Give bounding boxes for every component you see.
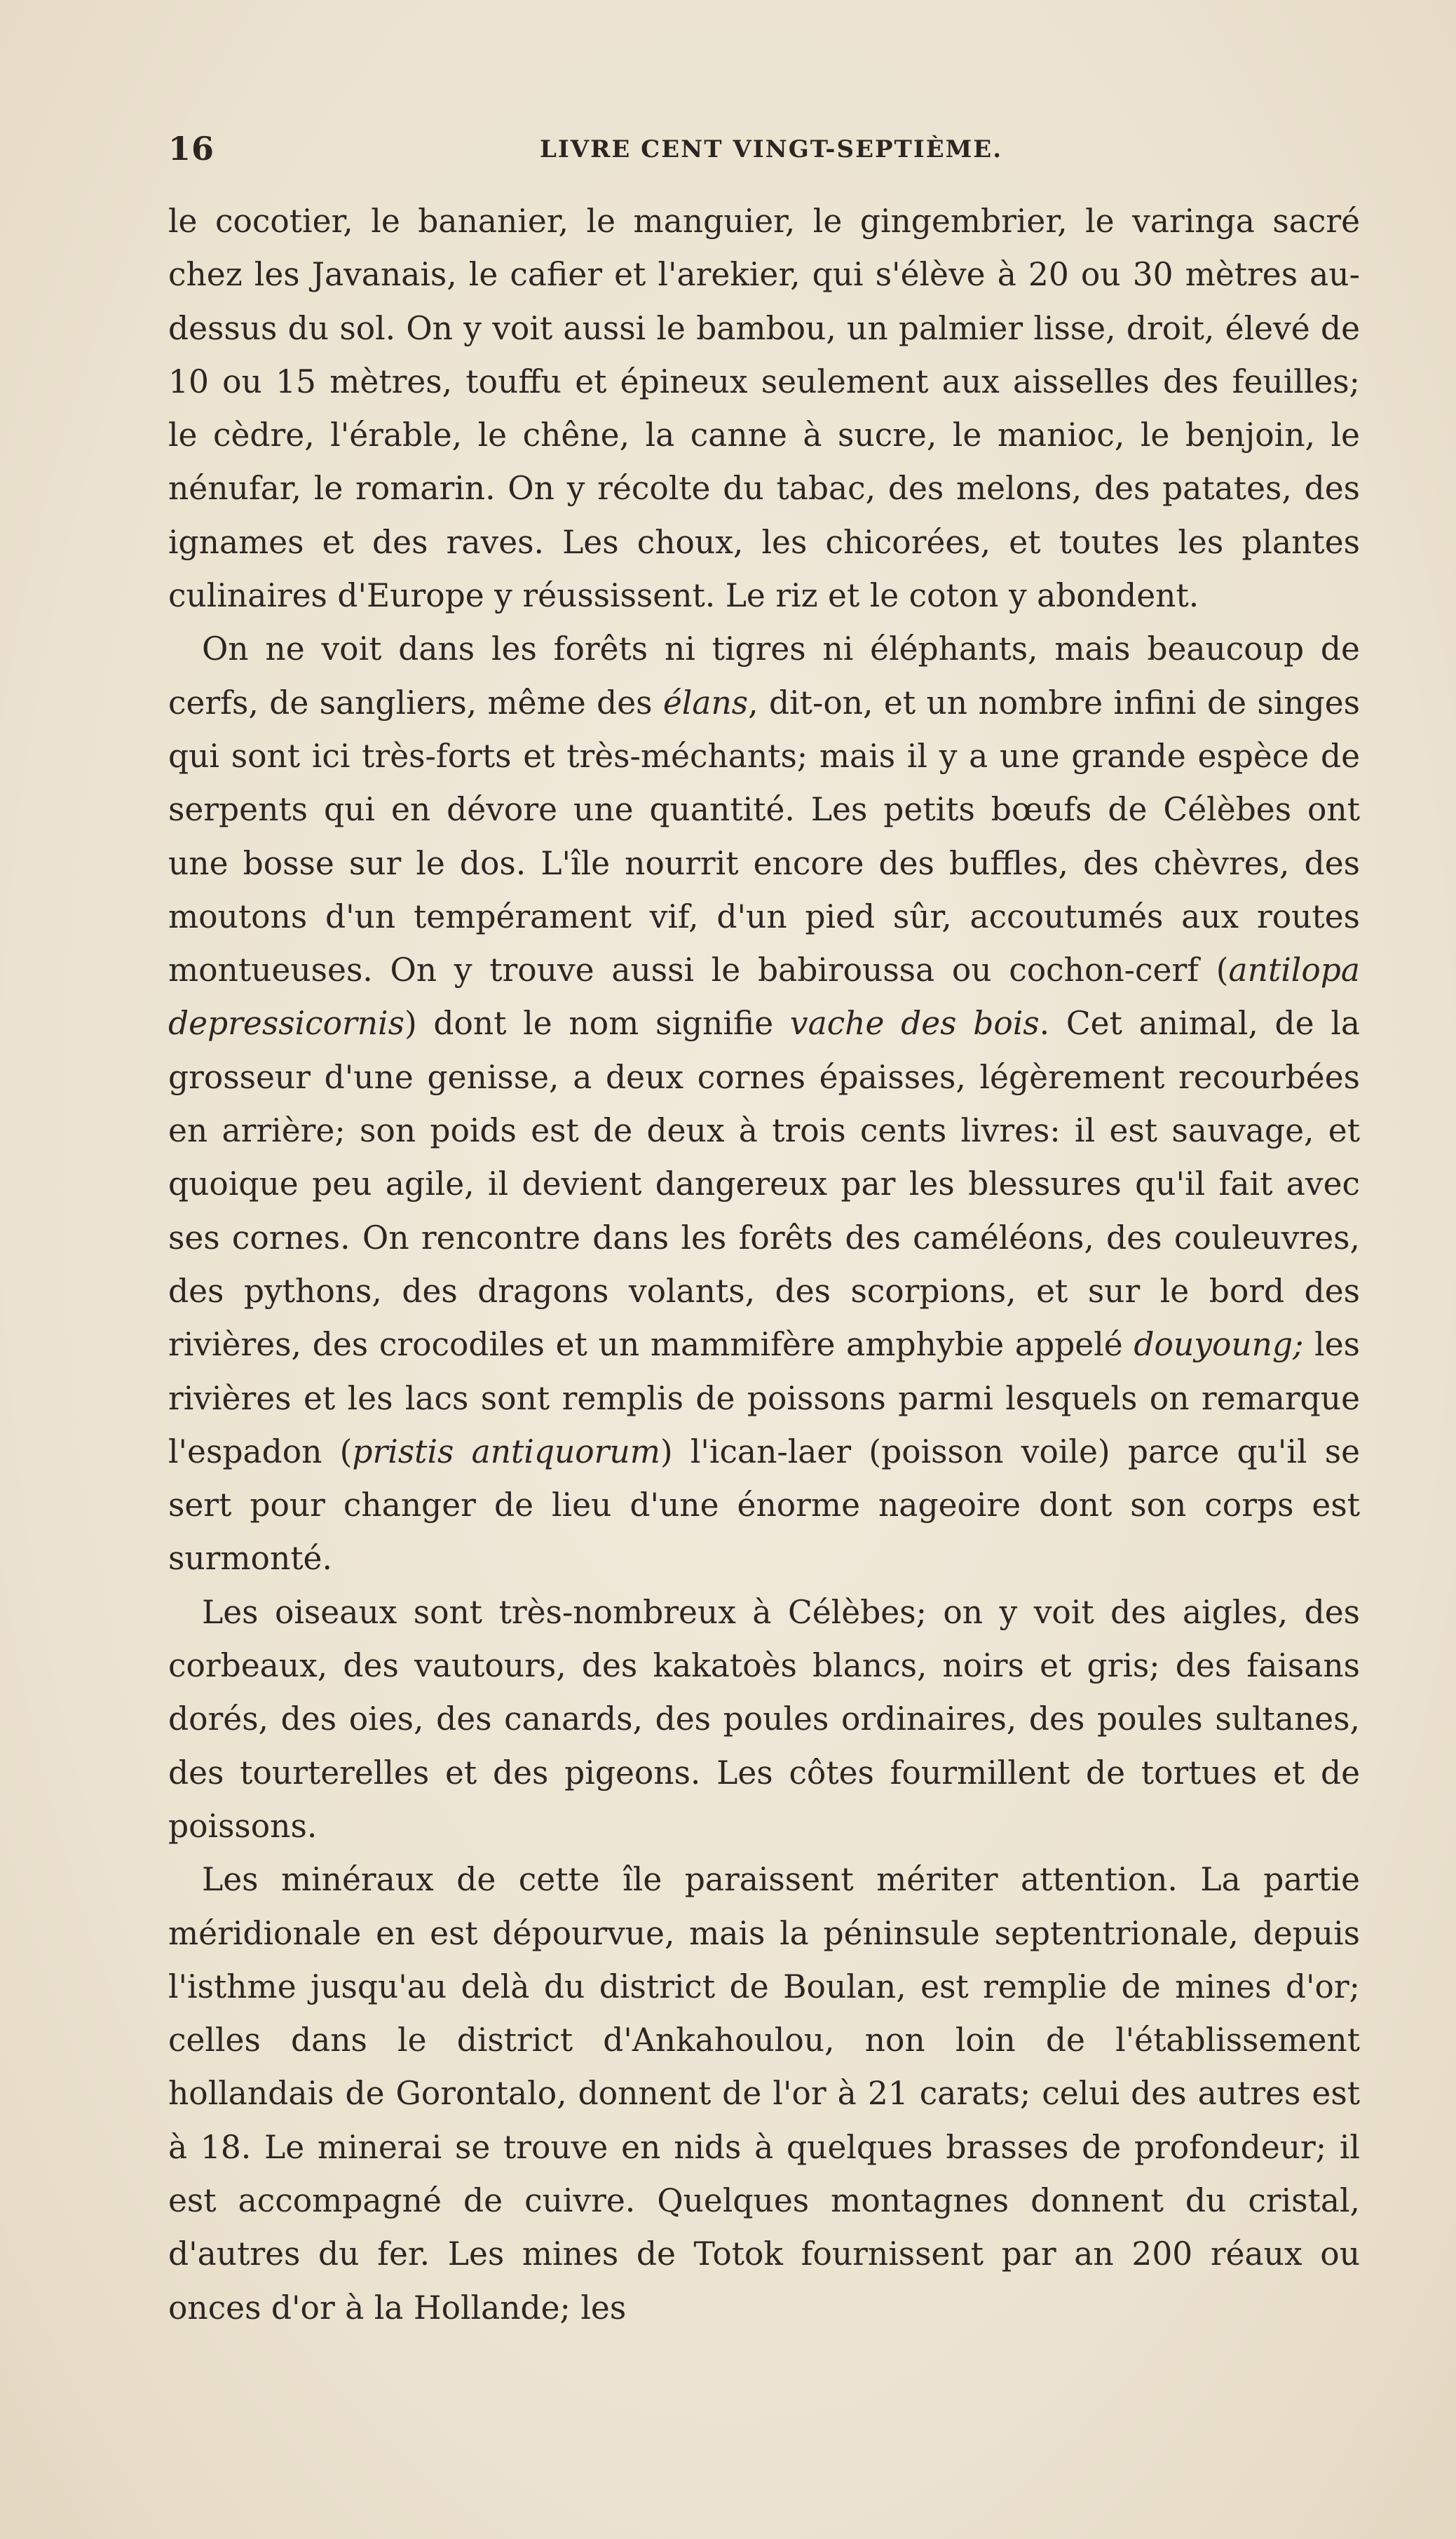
text-segment: le cocotier, le bananier, le manguier, le gingembrier, le varinga sacré chez les Javanais, le cafier et l'arekier, qui s'élève à 20 ou 30 mètres au-dessus du sol. On y voit aussi le bambou, un palmier lisse, droit, élevé de 10 ou 15 mètres, touffu et épineux seulement aux aisselles des feuilles; le cèdre, l'érable, le chêne, la canne à sucre, le manioc, le benjoin, le nénufar, le romarin. On y récolte du tabac, des melons, des patates, des ignames et des raves. Les choux, les chicorées, et toutes les plantes culinaires d'Europe y réussissent. Le riz et le coton y abondent. xyxy=(168,203,1360,615)
italic-term: vache des bois xyxy=(789,1005,1040,1043)
text-segment: . Cet animal, de la grosseur d'une genisse, a deux cornes épaisses, légèrement recourbées en arrière; son poids est de deux à trois cents livres: il est sauvage, et quoique peu agile, il devient dangereux par les blessures qu'il fait avec ses cornes. On rencontre dans les forêts des caméléons, des couleuvres, des pythons, des dragons volants, des scorpions, et sur le bord des rivières, des crocodiles et un mammifère amphybie appelé xyxy=(168,1005,1360,1364)
italic-term: pristis antiquorum xyxy=(352,1433,660,1470)
text-segment: Les oiseaux sont très-nombreux à Célèbes; on y voit des aigles, des corbeaux, des vautours, des kakatoès blancs, noirs et gris; des faisans dorés, des oies, des canards, des poules ordinaires, des poules sultanes, des tourterelles et des pigeons. Les côtes fourmillent de tortues et de poissons. xyxy=(168,1593,1360,1845)
text-segment: , dit-on, et un nombre infini de singes qui sont ici très-forts et très-méchants; mais il y a une grande espèce de serpents qui en dévore une quantité. Les petits bœufs de Célèbes ont une bosse sur le dos. L'île nourrit encore des buffles, des chèvres, des moutons d'un tempérament vif, d'un pied sûr, accoutumés aux routes montueuses. On y trouve aussi le babiroussa ou cochon-cerf ( xyxy=(168,684,1360,989)
italic-term: antilopa depressicornis xyxy=(168,952,1360,1043)
text-segment: ) dont le nom signifie xyxy=(404,1005,790,1043)
paragraph-birds xyxy=(168,1586,1360,1853)
text-segment: les rivières et les lacs sont remplis de poissons parmi lesquels on remarque l'espadon ( xyxy=(168,1326,1360,1470)
text-segment: On ne voit dans les forêts ni tigres ni éléphants, mais beaucoup de cerfs, de sangliers, même des xyxy=(168,630,1360,722)
page-header xyxy=(168,130,1374,179)
text-segment: ) l'ican-laer (poisson voile) parce qu'il se sert pour changer de lieu d'une énorme nageoire dont son corps est surmonté. xyxy=(168,1433,1361,1578)
text-segment: Les minéraux de cette île paraissent mériter attention. La partie méridionale en est dépourvue, mais la péninsule septentrionale, depuis l'isthme jusqu'au delà du district de Boulan, est remplie de mines d'or; celles dans le district d'Ankahoulou, non loin de l'établissement hollandais de Gorontalo, donnent de l'or à 21 carats; celui des autres est à 18. Le minerai se trouve en nids à quelques brasses de profondeur; il est accompagné de cuivre. Quelques montagnes donnent du cristal, d'autres du fer. Les mines de Totok fournissent par an 200 réaux ou onces d'or à la Hollande; les xyxy=(168,1861,1360,2327)
paragraph-fauna xyxy=(168,623,1360,1585)
paragraph-minerals xyxy=(168,1853,1360,2335)
italic-term: douyoung; xyxy=(1134,1326,1304,1364)
body-text xyxy=(168,195,1360,2335)
italic-term: élans xyxy=(662,684,749,722)
running-title: LIVRE CENT VINGT-SEPTIÈME. xyxy=(539,135,1003,163)
page-number: 16 xyxy=(168,130,215,168)
paragraph-flora xyxy=(168,195,1360,623)
